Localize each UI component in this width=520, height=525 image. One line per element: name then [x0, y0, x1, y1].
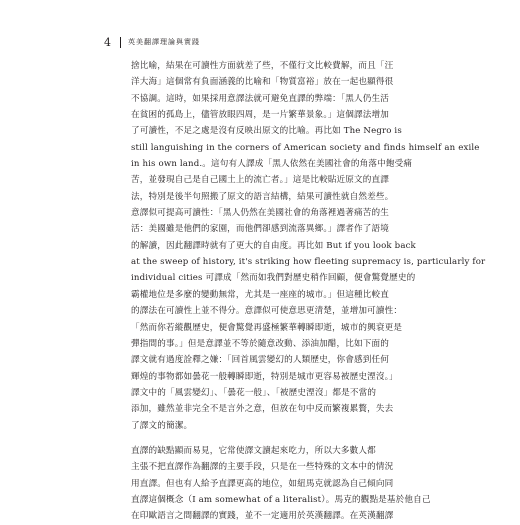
page-number: 4	[104, 35, 111, 49]
paragraph	[131, 443, 431, 525]
text-line: 主張不把直譯作為翻譯的主要手段，只是在一些特殊的文本中的情況	[131, 462, 394, 473]
text-line: 輝煌的事物都如曇花一般轉瞬即逝，特別是城市更容易被歷史湮沒。」	[131, 371, 398, 382]
text-line: 彈指間的事。」但是意譯並不等於隨意改動、添油加醋，比如下面的	[131, 338, 390, 349]
text-line: individual cities 可譯成「然而如我們對歷史稍作回顧，便會驚覺歷史的	[131, 273, 416, 284]
text-line: 不協調。這時，如果採用意譯法就可避免直譯的弊端：「黑人仍生活	[131, 93, 390, 104]
text-line: 用直譯。但也有人給予直譯更高的地位，如紐馬克就認為自己傾向同	[131, 478, 394, 489]
text-line: 添加，雖然並非完全不是言外之意，但放在句中反而繁複累贅，失去	[131, 404, 394, 415]
paragraph-spacer	[131, 434, 420, 443]
text-line: 直譯這個概念（I am somewhat of a literalist）。馬克的觀點是基於他自己	[131, 494, 431, 505]
header-divider	[120, 37, 121, 48]
text-line: 苦，並發現自己是自己國土上的流亡者。」這是比較貼近原文的直譯	[131, 175, 390, 186]
text-line: 了可讀性，不足之處是沒有反映出原文的比喻。再比如 The Negro is	[131, 126, 402, 137]
paragraph	[131, 58, 486, 434]
text-line: 的譯法在可讀性上並不得分。意譯似可使意思更清楚，並增加可讀性：	[131, 306, 403, 317]
body-text	[131, 58, 486, 525]
text-line: 捨比喻，結果在可讀性方面就差了些，不僅行文比較費解，而且「汪	[131, 61, 394, 71]
text-line: 意譯似可提高可讀性：「黑人仍然在美國社會的角落裡過著痛苦的生	[131, 208, 390, 219]
text-line: 霸權地位是多麼的變動無常，尤其是一座座的城市。」但這種比較直	[131, 289, 390, 300]
text-line: 譯文中的「風雲變幻」、「曇花一般」、「被歷史湮沒」都是不當的	[131, 387, 377, 398]
text-line: 在貧困的孤島上，儘管放眼四周，是一片繁華景象。」這個譯法增加	[131, 110, 390, 121]
page-header	[104, 34, 200, 50]
running-title: 英美翻譯理論與實踐	[128, 37, 200, 46]
text-line: 法，特別是後半句照搬了原文的語言結構，結果可讀性就自然差些。	[131, 191, 394, 202]
text-line: 的解讀，因此翻譯時就有了更大的自由度。再比如 But if you look back	[131, 240, 416, 251]
text-line: 在印歐語言之間翻譯的實踐，並不一定適用於英漢翻譯。在英漢翻譯	[131, 511, 394, 522]
text-line: at the sweep of history, it's striking how fleeting supremacy is, particularly for	[131, 257, 486, 268]
text-line: 活：美國雖是他們的家園，而他們卻感到流落異鄉。」譯者作了語境	[131, 224, 390, 235]
text-line: 直譯的缺點顯而易見，它常使譯文讀起來吃力，所以大多數人都	[131, 445, 376, 456]
text-line: 「然而你若縱觀歷史，便會驚覺再盛極繁華轉瞬即逝，城市的興衰更是	[131, 322, 403, 333]
text-line: 洋大海」這個常有負面涵義的比喻和「物質富裕」放在一起也顯得很	[131, 77, 394, 88]
text-line: in his own land.。這句有人譯成「黑人依然在美國社會的角落中飽受痛	[131, 159, 413, 170]
text-line: 了譯文的簡潔。	[131, 420, 193, 431]
text-line: still languishing in the corners of American society and finds himself an exile	[131, 142, 480, 153]
text-line: 譯文就有過度詮釋之嫌：「回首風雲變幻的人類歷史，你會感到任何	[131, 355, 390, 366]
